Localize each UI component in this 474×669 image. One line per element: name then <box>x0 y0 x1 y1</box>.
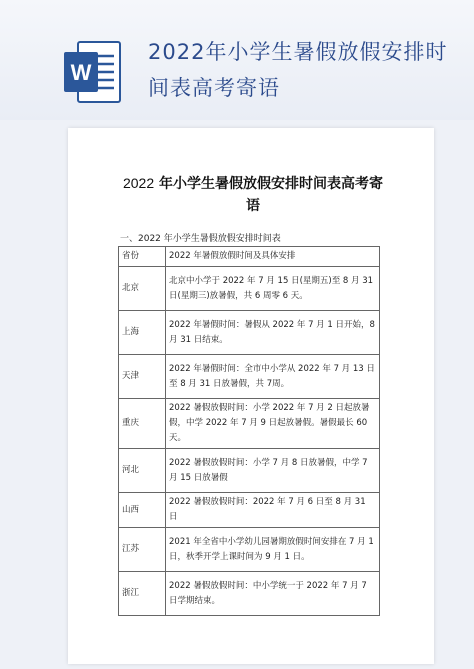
table-header-row <box>119 247 380 267</box>
header-province: 省份 <box>119 247 166 267</box>
schedule-cell: 北京中小学于 2022 年 7 月 15 日(星期五)至 8 月 31 日(星期三)放暑假，共 6 周零 6 天。 <box>166 267 380 311</box>
province-cell: 重庆 <box>119 399 166 449</box>
word-document-icon <box>62 38 124 106</box>
schedule-cell: 2022 暑假放假时间：中小学统一于 2022 年 7 月 7 日学期结束。 <box>166 572 380 616</box>
table-row <box>119 493 380 528</box>
document-title-line1: 年小学生暑假放假安排时间表高考寄 <box>154 176 384 192</box>
section-heading: 一、2022 年小学生暑假放假安排时间表 <box>120 234 281 244</box>
province-cell: 江苏 <box>119 528 166 572</box>
document-title <box>118 172 388 217</box>
schedule-cell: 2022 暑假放假时间：2022 年 7 月 6 日至 8 月 31 日 <box>166 493 380 528</box>
table-row <box>119 267 380 311</box>
document-page <box>68 128 434 664</box>
document-title-year: 2022 <box>122 175 155 191</box>
schedule-table <box>118 246 380 616</box>
document-title-line2: 语 <box>246 198 260 214</box>
table-row <box>119 355 380 399</box>
table-row <box>119 449 380 493</box>
province-cell: 河北 <box>119 449 166 493</box>
province-cell: 上海 <box>119 311 166 355</box>
province-cell: 北京 <box>119 267 166 311</box>
page-title: 2022年小学生暑假放假安排时间表高考寄语 <box>148 40 448 100</box>
province-cell: 天津 <box>119 355 166 399</box>
table-row <box>119 528 380 572</box>
page-header <box>0 0 474 120</box>
schedule-cell: 2022 年暑假时间：全市中小学从 2022 年 7 月 13 日至 8 月 31 日放暑假，共 7周。 <box>166 355 380 399</box>
table-row <box>119 399 380 449</box>
header-schedule: 2022 年暑假放假时间及具体安排 <box>166 247 380 267</box>
schedule-cell: 2021 年全省中小学幼儿园暑期放假时间安排在 7 月 1 日，秋季开学上课时间为 9 月 1 日。 <box>166 528 380 572</box>
schedule-cell: 2022 暑假放假时间：小学 2022 年 7 月 2 日起放暑假，中学 2022 年 7 月 9 日起放暑假。暑假最长 60 天。 <box>166 399 380 449</box>
svg-text:W: W <box>70 60 92 85</box>
schedule-cell: 2022 年暑假时间：暑假从 2022 年 7 月 1 日开始，8 月 31 日结束。 <box>166 311 380 355</box>
table-row <box>119 311 380 355</box>
province-cell: 浙江 <box>119 572 166 616</box>
table-row <box>119 572 380 616</box>
province-cell: 山西 <box>119 493 166 528</box>
schedule-cell: 2022 暑假放假时间：小学 7 月 8 日放暑假，中学 7 月 15 日放暑假 <box>166 449 380 493</box>
